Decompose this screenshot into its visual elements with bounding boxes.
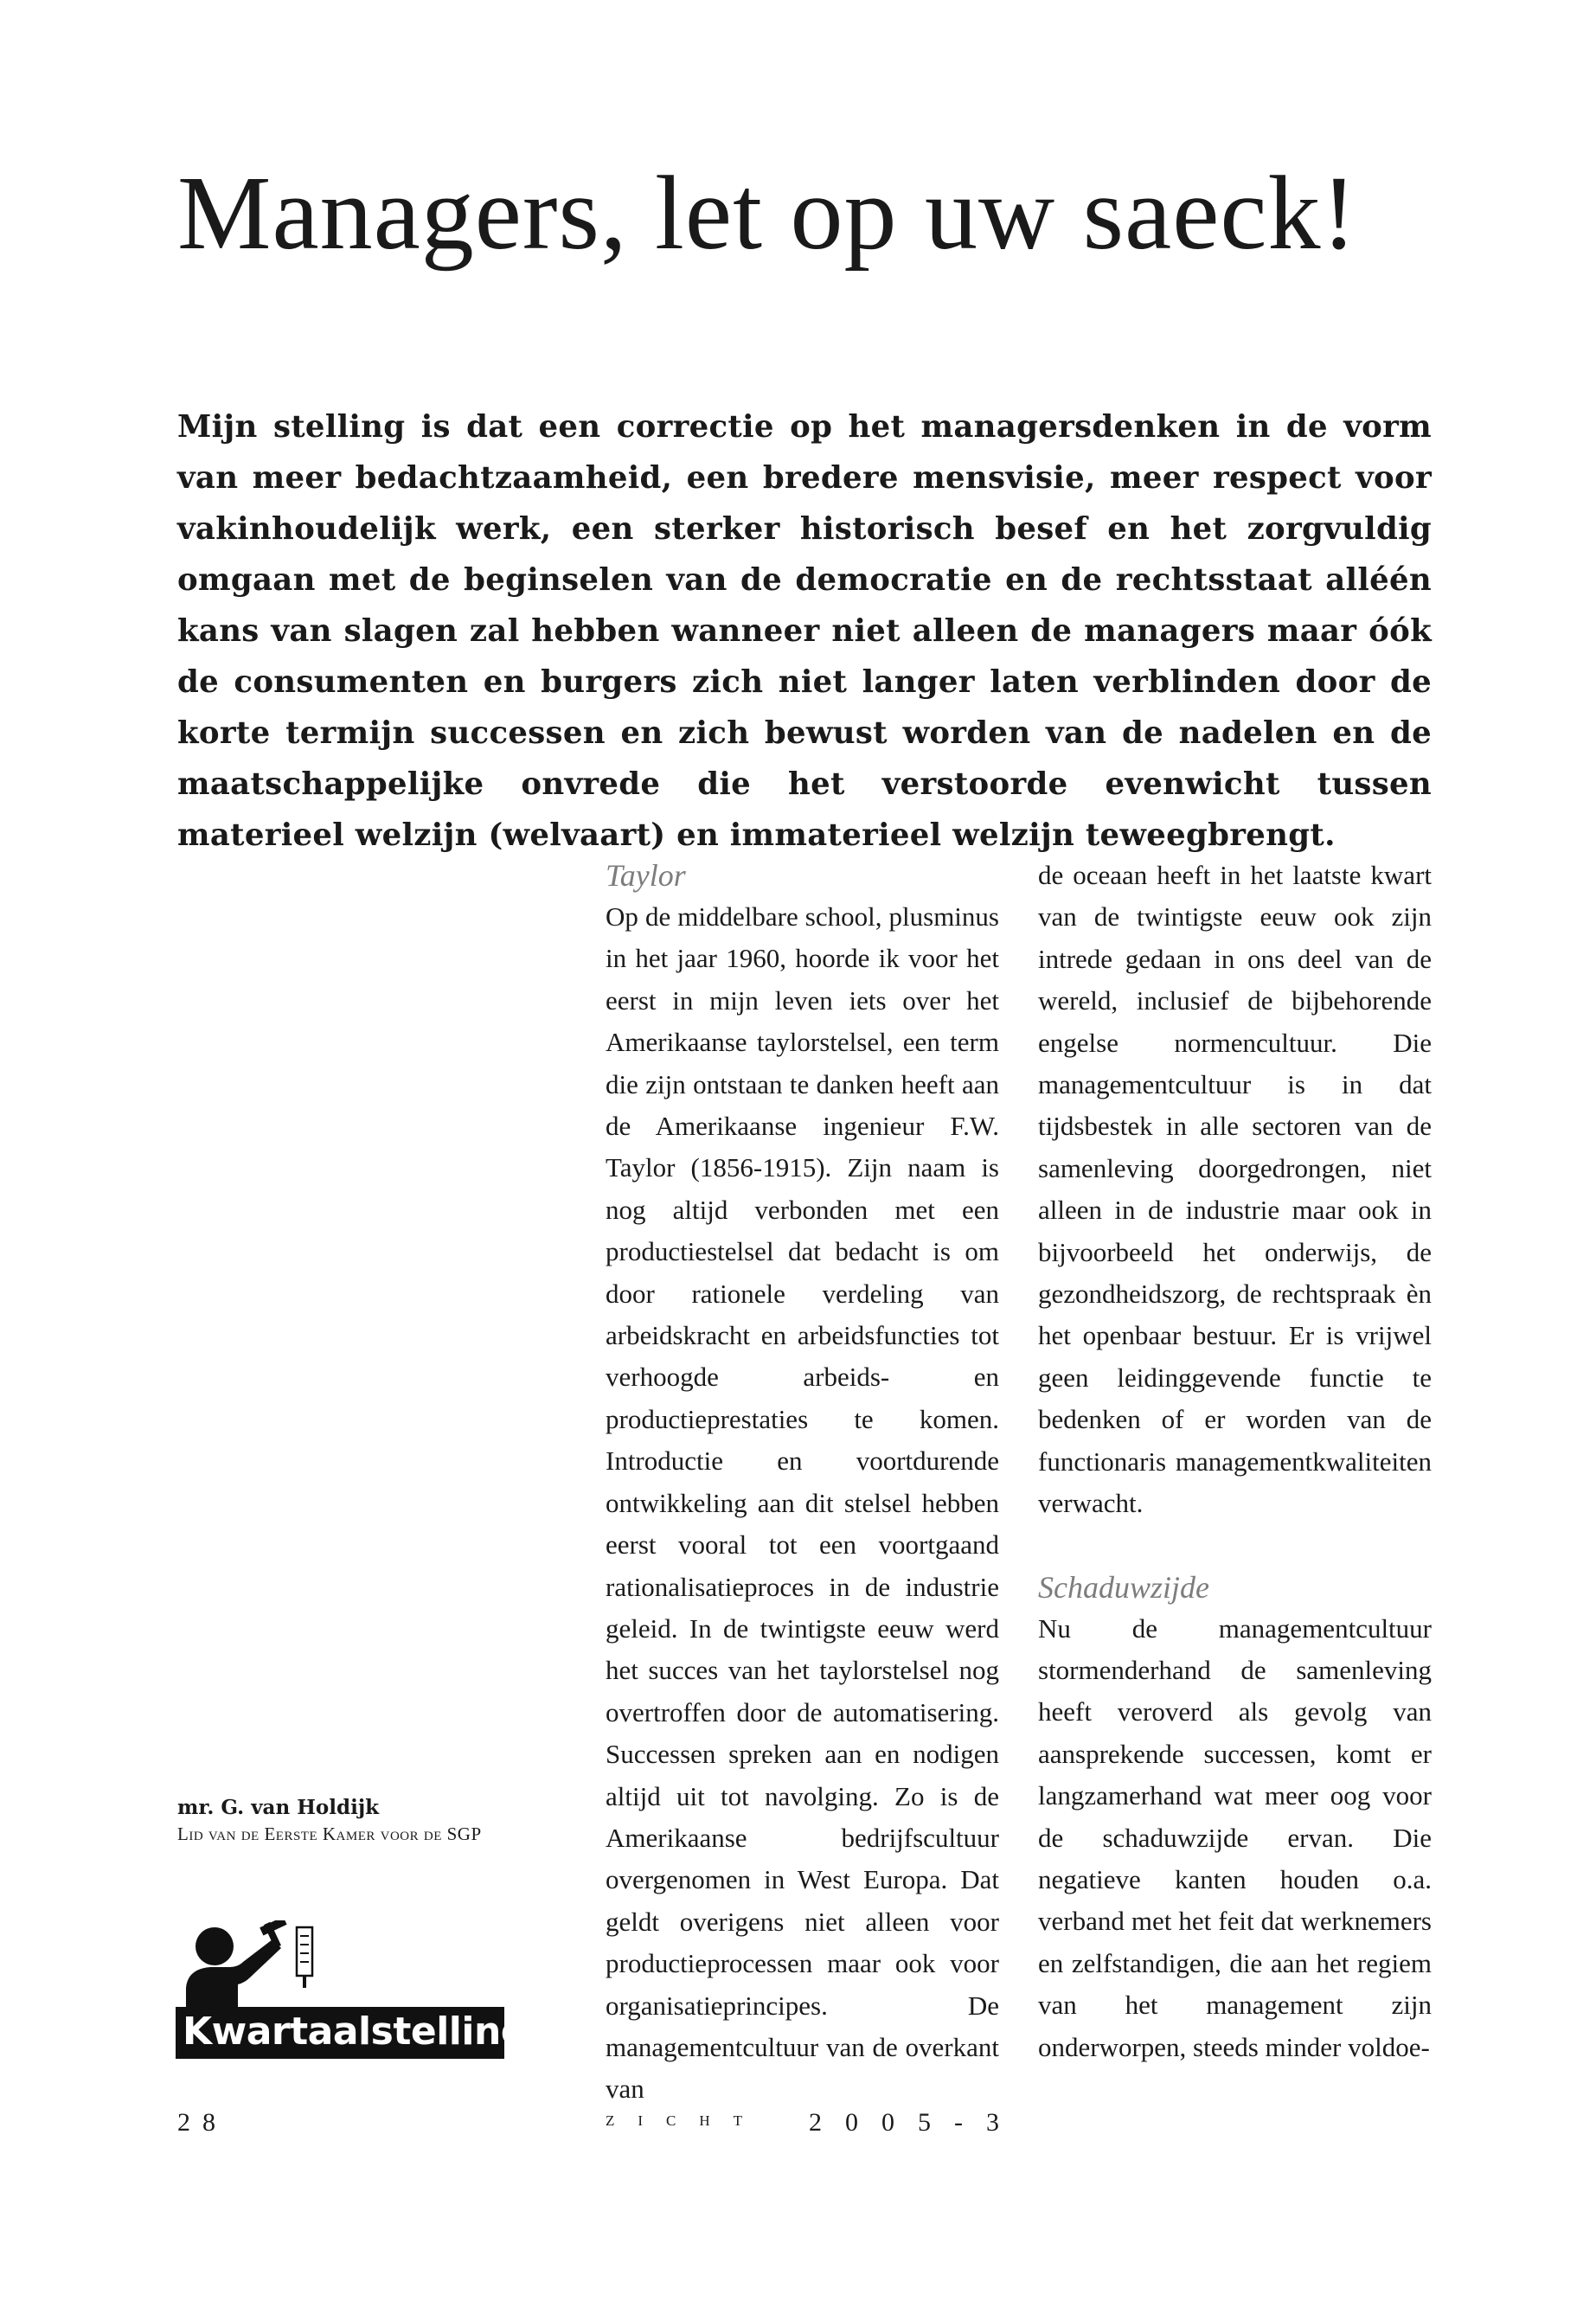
logo-label: Kwartaalstelling [176, 2007, 504, 2059]
section-body-taylor-continued: de oceaan heeft in het laatste kwart van de twintigste eeuw ook zijn intrede gedaan in ons deel van de wereld, inclusief de bijbehorende engelse normencultuur. Die managementcultuur is in dat tijdsbestek in alle sectoren van de samenleving doorgedrongen, niet alleen in de industrie maar ook in bijvoorbeeld het onderwijs, de gezondheidszorg, de rechtspraak èn het openbaar bestuur. Er is vrijwel geen leidinggevende functie te bedenken of er worden van de functionaris managementkwaliteiten verwacht. [1038, 860, 1432, 1519]
author-role: Lid van de Eerste Kamer voor de SGP [177, 1823, 482, 1844]
page-number: 28 [177, 2108, 228, 2137]
column-2 [1038, 855, 1432, 2068]
kwartaalstelling-logo [176, 1920, 528, 2059]
lead-paragraph: Mijn stelling is dat een correctie op het managersdenken in de vorm van meer bedachtzaamheid, een bredere mensvisie, meer respect voor vakinhoudelijk werk, een sterker historisch besef en het zorgvuldig omgaan met de beginselen van de democratie en de rechtsstaat alléén kans van slagen zal hebben wanneer niet alleen de managers maar óók de consumenten en burgers zich niet langer laten verblinden door de korte termijn successen en zich bewust worden van de nadelen en de maatschappelijke onvrede die het verstoorde evenwicht tussen materieel welzijn (welvaart) en immaterieel welzijn teweegbrengt. [177, 409, 1432, 853]
author-block [177, 1794, 523, 1846]
journal-name: zicht [606, 2108, 766, 2131]
section-heading-taylor: Taylor [606, 858, 686, 893]
section-body-schaduwzijde: Nu de managementcultuur stormenderhand de samenleving heeft veroverd als gevolg van aansprekende successen, komt er langzamerhand wat meer oog voor de schaduwzijde ervan. Die negatieve kanten houden o.a. verband met het feit dat werknemers en zelfstandigen, die aan het regiem van het management zijn onderworpen, steeds minder voldoe- [1038, 1612, 1432, 2062]
person-hammering-sign-icon [176, 1920, 504, 2016]
column-1 [606, 855, 999, 2111]
author-name: mr. G. van Holdijk [177, 1796, 380, 1819]
issue-number: 2005-3 [809, 2108, 1022, 2137]
section-heading-schaduwzijde: Schaduwzijde [1038, 1569, 1209, 1605]
section-body-taylor: Op de middelbare school, plusminus in het jaar 1960, hoorde ik voor het eerst in mijn leven iets over het Amerikaanse taylorstelsel, een term die zijn ontstaan te danken heeft aan de Amerikaanse ingenieur F.W. Taylor (1856-1915). Zijn naam is nog altijd verbonden met een productiestelsel dat bedacht is om door rationele verdeling van arbeidskracht en arbeidsfuncties tot verhoogde arbeids- en productieprestaties te komen. Introductie en voortdurende ontwikkeling aan dit stelsel hebben eerst vooral tot een voortgaand rationalisatieproces in de industrie geleid. In de twintigste eeuw werd het succes van het taylorstelsel nog overtroffen door de automatisering. Successen spreken aan en nodigen altijd uit tot navolging. Zo is de Amerikaanse bedrijfscultuur overgenomen in West Europa. Dat geldt overigens niet alleen voor productieprocessen maar ook voor organisatieprincipes. De managementcultuur van de overkant van [606, 901, 999, 2105]
article-title: Managers, let op uw saeck! [177, 155, 1358, 272]
